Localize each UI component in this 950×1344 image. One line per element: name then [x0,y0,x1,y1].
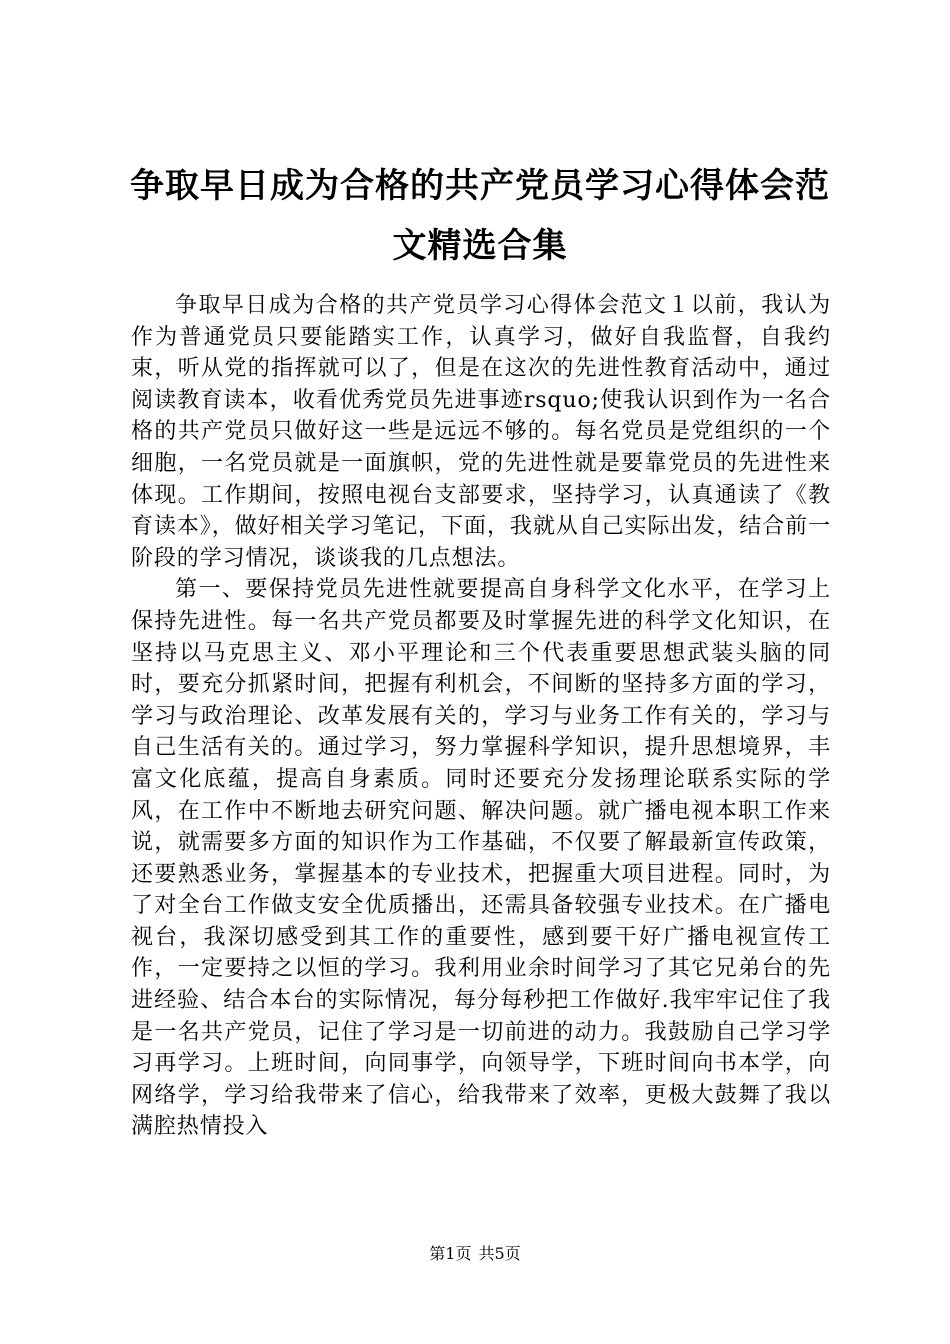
page-number: 第1页 [429,1244,472,1263]
page-footer [0,1244,950,1264]
body-paragraph-1: 争取早日成为合格的共产党员学习心得体会范文１以前，我认为作为普通党员只要能踏实工作，认真学习，做好自我监督，自我约束，听从党的指挥就可以了，但是在这次的先进性教育活动中，通过阅读教育读本，收看优秀党员先进事迹rsquo;使我认识到作为一名合格的共产党员只做好这一些是远远不够的。每名党员是党组织的一个细胞，一名党员就是一面旗帜，党的先进性就是要靠党员的先进性来体现。工作期间，按照电视台支部要求，坚持学习，认真通读了《教育读本》，做好相关学习笔记，下面，我就从自己实际出发，结合前一阶段的学习情况，谈谈我的几点想法。 [131,293,831,571]
document-title: 争取早日成为合格的共产党员学习心得体会范文精选合集 [130,166,830,266]
page-total: 共5页 [478,1244,521,1263]
body-paragraph-2: 第一、要保持党员先进性就要提高自身科学文化水平，在学习上保持先进性。每一名共产党员都要及时掌握先进的科学文化知识，在坚持以马克思主义、邓小平理论和三个代表重要思想武装头脑的同时，要充分抓紧时间，把握有利机会，不间断的坚持多方面的学习，学习与政治理论、改革发展有关的，学习与业务工作有关的，学习与自己生活有关的。通过学习，努力掌握科学知识，提升思想境界，丰富文化底蕴，提高自身素质。同时还要充分发扬理论联系实际的学风，在工作中不断地去研究问题、解决问题。就广播电视本职工作来说，就需要多方面的知识作为工作基础，不仅要了解最新宣传政策，还要熟悉业务，掌握基本的专业技术，把握重大项目进程。同时，为了对全台工作做支安全优质播出，还需具备较强专业技术。在广播电视台，我深切感受到其工作的重要性，感到要干好广播电视宣传工作，一定要持之以恒的学习。我利用业余时间学习了其它兄弟台的先进经验、结合本台的实际情况，每分每秒把工作做好.我牢牢记住了我是一名共产党员，记住了学习是一切前进的动力。我鼓励自己学习学习再学习。上班时间，向同事学，向领导学，下班时间向书本学，向网络学，学习给我带来了信心，给我带来了效率，更极大鼓舞了我以满腔热情投入 [131,577,831,1140]
document-body [131,290,831,1143]
